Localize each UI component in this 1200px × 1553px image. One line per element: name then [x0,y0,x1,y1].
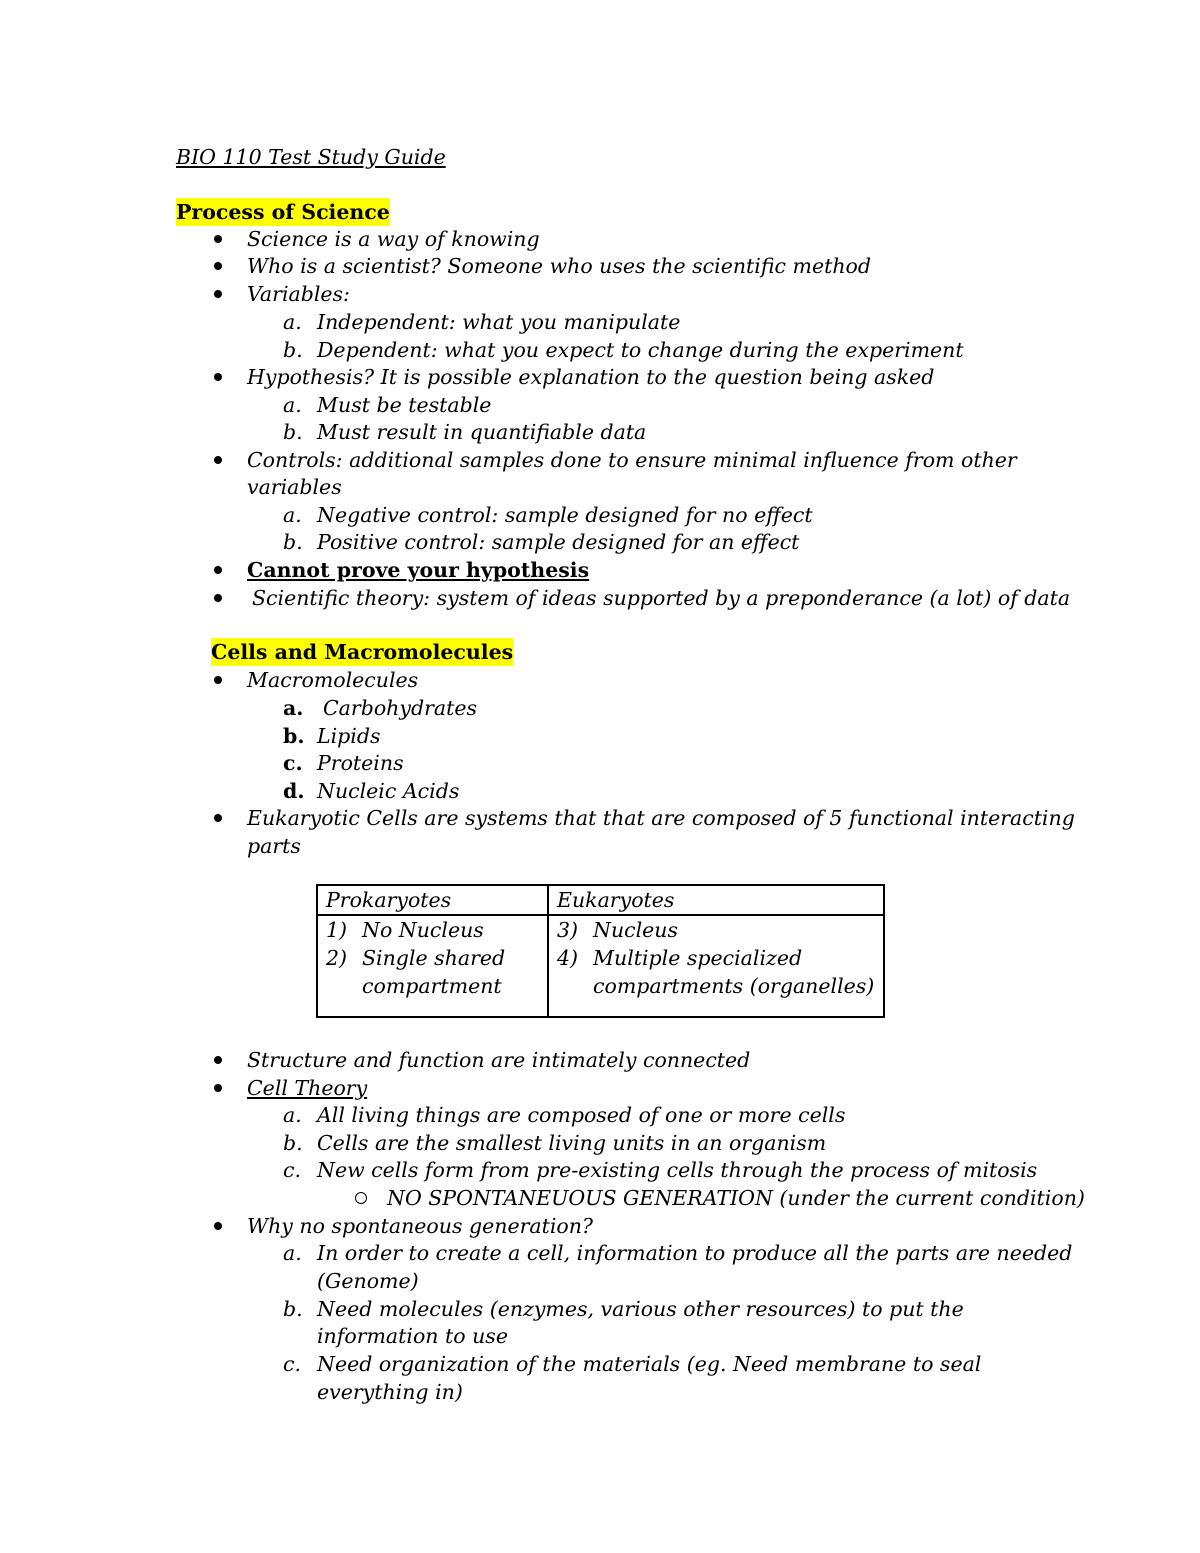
sub-list-item: Proteins [317,751,404,775]
list-letter: b. [283,724,305,748]
sub-list-item: Dependent: what you expect to change during the experiment [317,338,964,362]
list-item: Controls: additional samples done to ensure minimal influence from other [247,448,1017,472]
list-letter: b. [283,420,303,444]
bullet-icon [214,456,222,464]
sub-list-item: Need molecules (enzymes, various other resources) to put the [317,1297,964,1321]
prokaryote-eukaryote-table [316,884,885,1018]
bullet-icon [214,594,222,602]
table-cell-prokaryotes [317,915,548,1017]
list-item: Eukaryotic Cells are systems that that are composed of 5 functional interacting [247,806,1075,830]
list-letter: a. [283,393,302,417]
sub-list-item: Lipids [317,724,381,748]
sub-list-item: Cells are the smallest living units in an organism [317,1131,827,1155]
sub-list-item-continuation: (Genome) [317,1269,419,1293]
sub-list-item: All living things are composed of one or more cells [317,1103,846,1127]
list-letter: a. [283,310,302,334]
bullet-icon [214,566,222,574]
list-item-emphasis: Cannot prove your hypothesis [247,558,590,582]
sub-list-item: New cells form from pre-existing cells through the process of mitosis [317,1158,1038,1182]
bullet-icon [214,373,222,381]
list-letter: c. [283,1158,301,1182]
bullet-icon [214,1222,222,1230]
document-title: BIO 110 Test Study Guide [176,145,446,169]
bullet-icon [214,1056,222,1064]
table-list-item-continuation: compartment [362,974,502,998]
table-list-item-continuation: compartments (organelles) [593,974,875,998]
sub-list-item-continuation: everything in) [317,1380,463,1404]
sub-list-item: Must result in quantifiable data [317,420,647,444]
list-letter: b. [283,1297,303,1321]
sub-list-item: Independent: what you manipulate [317,310,681,334]
list-letter: b. [283,338,303,362]
sub-list-item: Nucleic Acids [317,779,460,803]
section-heading-process-of-science: Process of Science [176,200,390,224]
sub-list-item: Must be testable [317,393,492,417]
list-letter: a. [283,503,302,527]
bullet-icon [214,262,222,270]
list-letter: a. [283,1241,302,1265]
sub-list-item: Need organization of the materials (eg. Need membrane to seal [317,1352,982,1376]
list-item: Science is a way of knowing [247,227,540,251]
table-header-prokaryotes: Prokaryotes [317,885,548,915]
list-item: Cell Theory [247,1076,368,1100]
list-item: Scientific theory: system of ideas supported by a preponderance (a lot) of data [252,586,1071,610]
sub-sub-list-item: NO SPONTANEUOUS GENERATION (under the current condition) [387,1186,1085,1210]
list-item: Structure and function are intimately connected [247,1048,751,1072]
circle-bullet-icon [355,1192,367,1204]
sub-list-item: Carbohydrates [323,696,477,720]
table-list-item: 3) Nucleus [557,918,679,942]
list-letter: c. [283,751,303,775]
sub-list-item: In order to create a cell, information to produce all the parts are needed [317,1241,1073,1265]
bullet-icon [214,235,222,243]
table-list-item: 4) Multiple specialized [557,946,803,970]
list-item: Macromolecules [247,668,419,692]
list-item: Why no spontaneous generation? [247,1214,593,1238]
table-list-item: 1) No Nucleus [326,918,484,942]
list-letter: a. [283,696,304,720]
table-header-eukaryotes: Eukaryotes [548,885,884,915]
sub-list-item: Negative control: sample designed for no effect [317,503,813,527]
list-item: Who is a scientist? Someone who uses the scientific method [247,254,871,278]
list-letter: d. [283,779,305,803]
list-letter: c. [283,1352,301,1376]
table-list-item: 2) Single shared [326,946,506,970]
list-item-continuation: variables [247,475,342,499]
list-letter: b. [283,530,303,554]
list-item: Variables: [247,282,350,306]
list-letter: a. [283,1103,302,1127]
table-cell-eukaryotes [548,915,884,1017]
sub-list-item: Positive control: sample designed for an effect [317,530,800,554]
list-item: Hypothesis? It is possible explanation to the question being asked [247,365,935,389]
sub-list-item-continuation: information to use [317,1324,508,1348]
bullet-icon [214,1084,222,1092]
list-letter: b. [283,1131,303,1155]
bullet-icon [214,676,222,684]
list-item-continuation: parts [247,834,301,858]
bullet-icon [214,814,222,822]
bullet-icon [214,290,222,298]
section-heading-cells-and-macromolecules: Cells and Macromolecules [211,640,514,664]
